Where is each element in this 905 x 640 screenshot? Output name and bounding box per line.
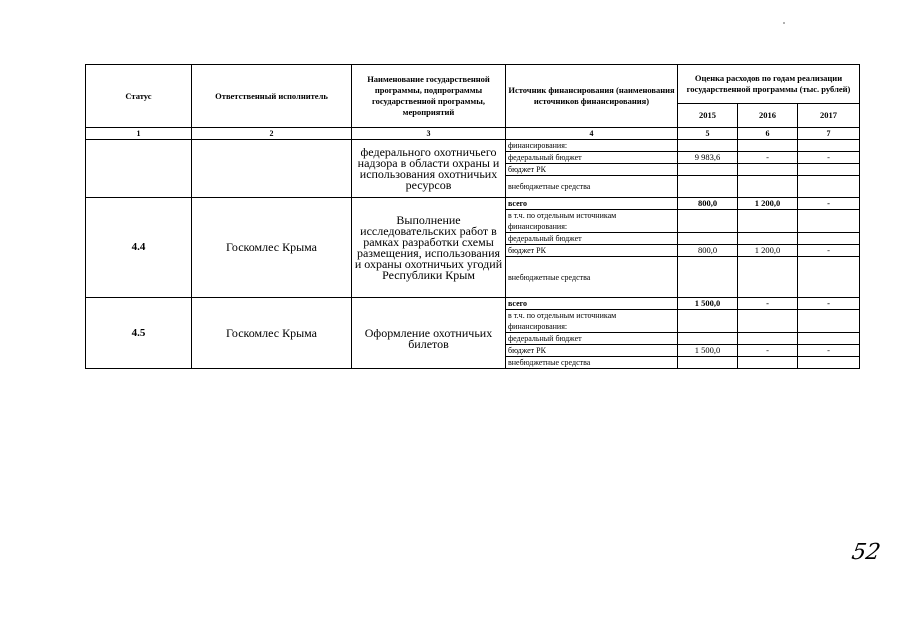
activity-name: Оформление охотничьих билетов bbox=[352, 298, 506, 369]
value-2016: 1 200,0 bbox=[738, 245, 798, 257]
value-2015: 800,0 bbox=[678, 245, 738, 257]
source-cell: бюджет РК bbox=[506, 345, 678, 357]
source-cell: внебюджетные средства bbox=[506, 357, 678, 369]
value-2017: - bbox=[798, 198, 860, 210]
status-cell bbox=[86, 140, 192, 198]
value-2017 bbox=[798, 140, 860, 152]
value-2017 bbox=[798, 357, 860, 369]
status-cell: 4.4 bbox=[86, 198, 192, 298]
value-2015 bbox=[678, 210, 738, 233]
source-cell: всего bbox=[506, 198, 678, 210]
col-number: 7 bbox=[798, 128, 860, 140]
value-2016 bbox=[738, 210, 798, 233]
value-2015 bbox=[678, 310, 738, 333]
col-number: 1 bbox=[86, 128, 192, 140]
source-cell: федеральный бюджет bbox=[506, 233, 678, 245]
value-2015 bbox=[678, 333, 738, 345]
value-2016 bbox=[738, 357, 798, 369]
col-number: 2 bbox=[192, 128, 352, 140]
executor-cell bbox=[192, 140, 352, 198]
value-2015 bbox=[678, 176, 738, 198]
value-2015: 800,0 bbox=[678, 198, 738, 210]
financing-table bbox=[85, 64, 860, 369]
header-status: Статус bbox=[86, 65, 192, 128]
value-2016 bbox=[738, 233, 798, 245]
header-source: Источник финансирования (наименования источников финансирования) bbox=[506, 65, 678, 128]
value-2016: - bbox=[738, 298, 798, 310]
source-cell: бюджет РК bbox=[506, 164, 678, 176]
value-2015 bbox=[678, 233, 738, 245]
value-2015: 9 983,6 bbox=[678, 152, 738, 164]
value-2016 bbox=[738, 140, 798, 152]
value-2015: 1 500,0 bbox=[678, 298, 738, 310]
executor-cell: Госкомлес Крыма bbox=[192, 198, 352, 298]
value-2017 bbox=[798, 164, 860, 176]
value-2017: - bbox=[798, 245, 860, 257]
source-cell: внебюджетные средства bbox=[506, 176, 678, 198]
table-row bbox=[86, 198, 860, 210]
value-2017: - bbox=[798, 152, 860, 164]
value-2016: - bbox=[738, 345, 798, 357]
source-cell: федеральный бюджет bbox=[506, 152, 678, 164]
source-cell: внебюджетные средства bbox=[506, 257, 678, 298]
status-cell: 4.5 bbox=[86, 298, 192, 369]
value-2016 bbox=[738, 257, 798, 298]
value-2016: - bbox=[738, 152, 798, 164]
value-2015 bbox=[678, 257, 738, 298]
table-row bbox=[86, 298, 860, 310]
header-estimate: Оценка расходов по годам реализации государственной программы (тыс. рублей) bbox=[678, 65, 860, 104]
value-2016 bbox=[738, 176, 798, 198]
value-2016 bbox=[738, 310, 798, 333]
value-2017: - bbox=[798, 298, 860, 310]
value-2017 bbox=[798, 210, 860, 233]
header-year-2016: 2016 bbox=[738, 104, 798, 128]
value-2017 bbox=[798, 176, 860, 198]
value-2015 bbox=[678, 357, 738, 369]
col-number: 5 bbox=[678, 128, 738, 140]
value-2016: 1 200,0 bbox=[738, 198, 798, 210]
value-2016 bbox=[738, 164, 798, 176]
activity-name: Выполнение исследовательских работ в рамках разработки схемы размещения, использования и охраны охотничьих угодий Республики Крым bbox=[352, 198, 506, 298]
value-2017 bbox=[798, 333, 860, 345]
activity-name: федерального охотничьего надзора в области охраны и использования охотничьих ресурсов bbox=[352, 140, 506, 198]
col-number: 6 bbox=[738, 128, 798, 140]
source-cell: бюджет РК bbox=[506, 245, 678, 257]
page-number: 52 bbox=[849, 540, 883, 565]
col-number: 4 bbox=[506, 128, 678, 140]
value-2017: - bbox=[798, 345, 860, 357]
column-number-row bbox=[86, 128, 860, 140]
source-cell: всего bbox=[506, 298, 678, 310]
header-year-2015: 2015 bbox=[678, 104, 738, 128]
header-executor: Ответственный исполнитель bbox=[192, 65, 352, 128]
value-2015 bbox=[678, 140, 738, 152]
value-2017 bbox=[798, 233, 860, 245]
value-2016 bbox=[738, 333, 798, 345]
value-2015: 1 500,0 bbox=[678, 345, 738, 357]
source-cell: в т.ч. по отдельным источникам финансирования: bbox=[506, 210, 678, 233]
source-cell: финансирования: bbox=[506, 140, 678, 152]
source-cell: федеральный бюджет bbox=[506, 333, 678, 345]
scan-speck bbox=[783, 22, 785, 24]
value-2017 bbox=[798, 257, 860, 298]
executor-cell: Госкомлес Крыма bbox=[192, 298, 352, 369]
header-year-2017: 2017 bbox=[798, 104, 860, 128]
header-name: Наименование государственной программы, подпрограммы государственной программы, мероприятий bbox=[352, 65, 506, 128]
table-row bbox=[86, 140, 860, 152]
col-number: 3 bbox=[352, 128, 506, 140]
value-2015 bbox=[678, 164, 738, 176]
value-2017 bbox=[798, 310, 860, 333]
source-cell: в т.ч. по отдельным источникам финансирования: bbox=[506, 310, 678, 333]
